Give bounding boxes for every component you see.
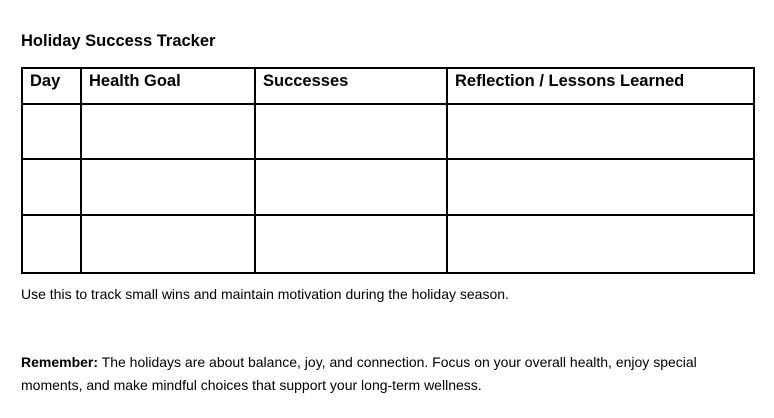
- column-header-day: Day: [22, 68, 81, 104]
- table-cell-day[interactable]: [22, 159, 81, 215]
- document-title: Holiday Success Tracker: [21, 32, 216, 50]
- column-header-successes: Successes: [255, 68, 447, 104]
- table-cell-reflection[interactable]: [447, 159, 754, 215]
- table-cell-health-goal[interactable]: [81, 104, 255, 159]
- table-row: [22, 159, 754, 215]
- table-cell-day[interactable]: [22, 104, 81, 159]
- table-cell-day[interactable]: [22, 215, 81, 273]
- table-cell-successes[interactable]: [255, 215, 447, 273]
- reminder-text: The holidays are about balance, joy, and connection. Focus on your overall health, enjoy special moments, and make mindful choices that support your long-term wellness.: [21, 354, 697, 393]
- table-row: [22, 104, 754, 159]
- table-cell-health-goal[interactable]: [81, 159, 255, 215]
- column-header-reflection: Reflection / Lessons Learned: [447, 68, 754, 104]
- tracker-table: [21, 67, 755, 274]
- table-cell-health-goal[interactable]: [81, 215, 255, 273]
- table-header-row: [22, 68, 754, 104]
- table-cell-reflection[interactable]: [447, 215, 754, 273]
- table-cell-successes[interactable]: [255, 104, 447, 159]
- table-row: [22, 215, 754, 273]
- usage-note: Use this to track small wins and maintain motivation during the holiday season.: [21, 286, 509, 302]
- table-cell-successes[interactable]: [255, 159, 447, 215]
- column-header-health-goal: Health Goal: [81, 68, 255, 104]
- reminder-label: Remember:: [21, 354, 99, 370]
- table-cell-reflection[interactable]: [447, 104, 754, 159]
- reminder-paragraph: [21, 351, 756, 397]
